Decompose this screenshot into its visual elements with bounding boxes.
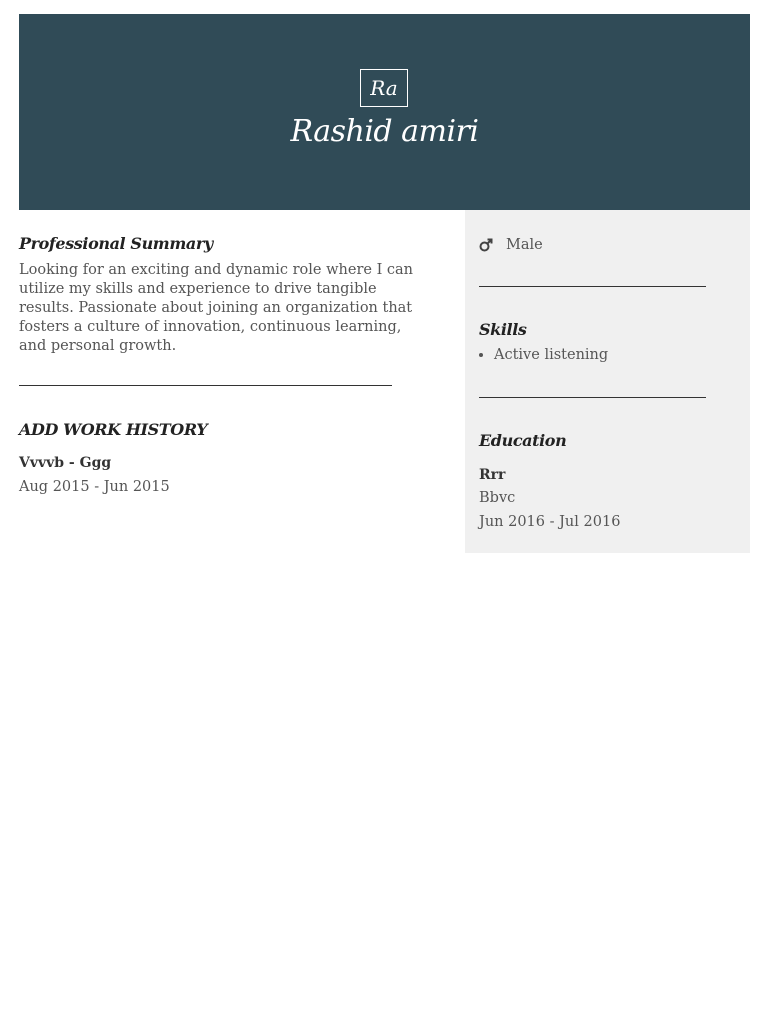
skill-item: • Active listening <box>494 347 608 363</box>
education-dates: Jun 2016 - Jul 2016 <box>479 514 621 530</box>
job-dates: Aug 2015 - Jun 2015 <box>19 479 170 495</box>
education-school: Rrr <box>479 467 506 483</box>
gender-row <box>479 237 543 253</box>
summary-title: Professional Summary <box>19 234 213 253</box>
sidebar <box>465 210 750 553</box>
work-history-title: ADD WORK HISTORY <box>19 420 208 439</box>
section-divider <box>19 385 392 386</box>
sidebar-divider <box>479 397 706 398</box>
skills-title: Skills <box>479 320 527 339</box>
monogram: Ra <box>360 69 408 107</box>
gender-value: Male <box>506 237 543 253</box>
education-degree: Bbvc <box>479 490 516 506</box>
education-title: Education <box>479 431 567 450</box>
candidate-name: Rashid amiri <box>290 114 479 149</box>
summary-text: Looking for an exciting and dynamic role where I can utilize my skills and experience to drive tangible results. Passionate about joining an organization that fosters a culture of innovation, continuous learning, and personal growth. <box>19 262 414 354</box>
job-title: Vvvvb - Ggg <box>19 455 112 471</box>
resume-header <box>19 14 750 210</box>
skills-list <box>479 347 608 363</box>
sidebar-divider <box>479 286 706 287</box>
male-icon <box>479 238 493 252</box>
